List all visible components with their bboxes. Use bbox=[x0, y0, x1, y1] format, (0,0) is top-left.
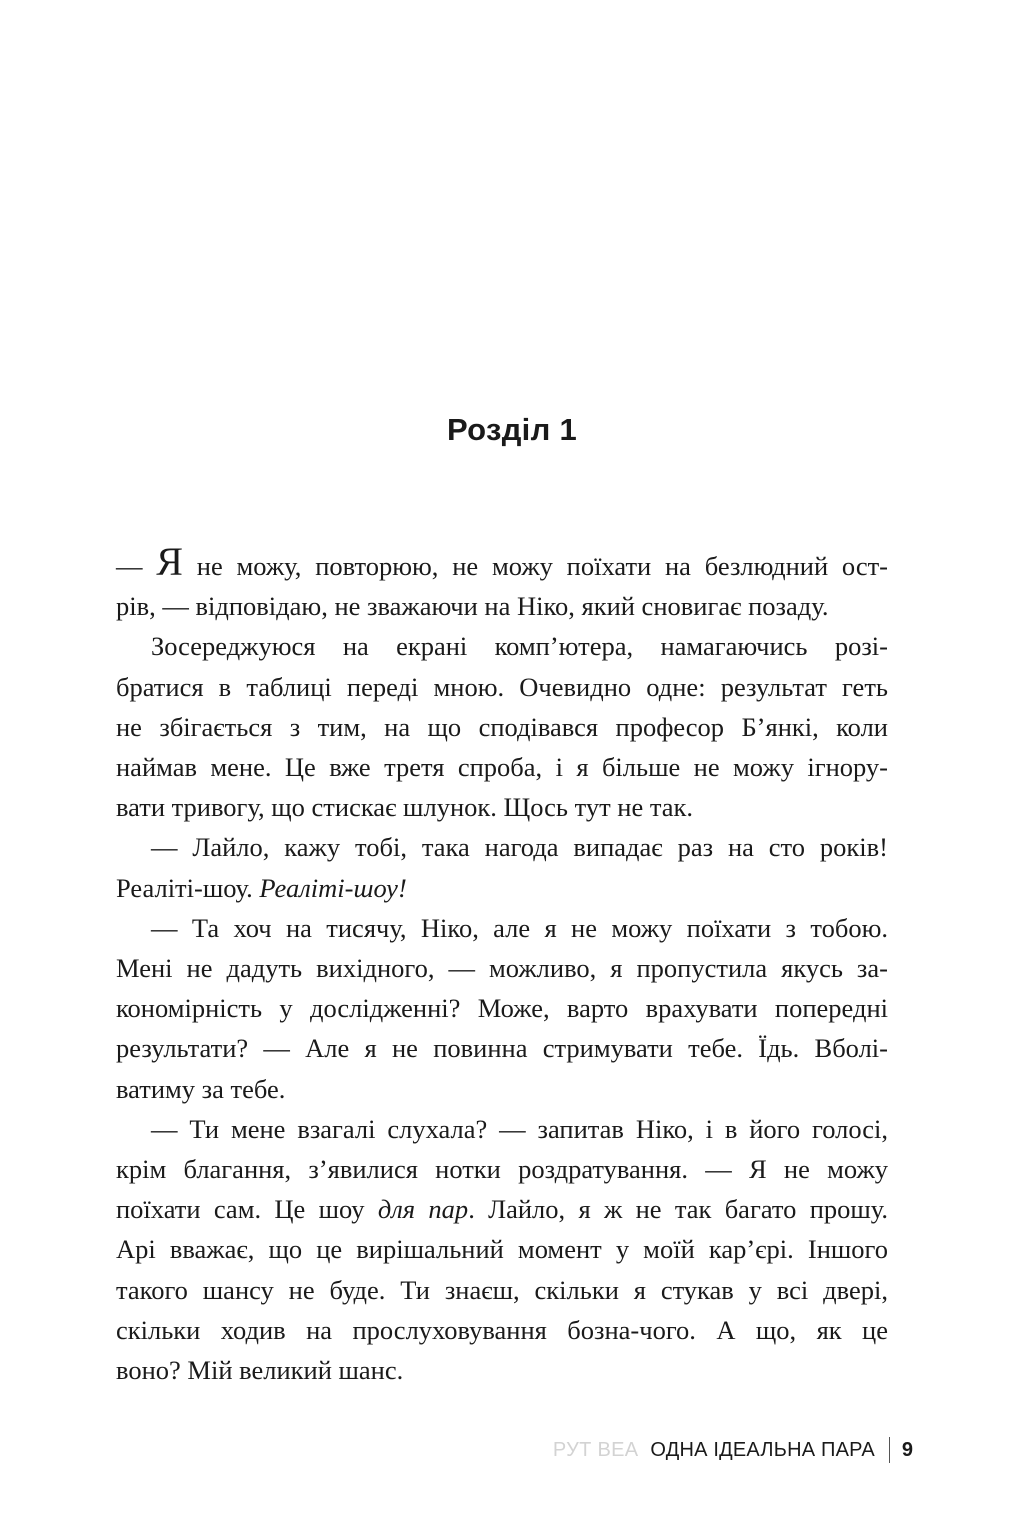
footer-book-title: ОДНА ІДЕАЛЬНА ПАРА bbox=[650, 1438, 875, 1461]
text-line-18: Арі вважає, що це вирішальний момент у моїй кар’єрі. Іншого bbox=[116, 1234, 888, 1265]
text-line-6: наймав мене. Це вже третя спроба, і я більше не можу ігнору- bbox=[116, 752, 888, 783]
text-line-21: воно? Мій великий шанс. bbox=[116, 1355, 404, 1386]
line-text: поїхати сам. Це шоу bbox=[116, 1194, 378, 1225]
line-text: не можу, повторюю, не можу поїхати на безлюдний ост- bbox=[196, 551, 888, 581]
text-line-8: — Лайло, кажу тобі, така нагода випадає раз на сто років! bbox=[151, 832, 888, 863]
text-line-9 bbox=[116, 868, 888, 908]
footer-divider bbox=[889, 1437, 890, 1463]
chapter-title: Розділ 1 bbox=[446, 412, 578, 447]
text-line-17 bbox=[116, 1189, 888, 1229]
text-line-20: скільки ходив на прослуховування бозна-чого. А що, як це bbox=[116, 1314, 888, 1345]
text-line-16: крім благання, з’явилися нотки роздратування. — Я не можу bbox=[116, 1154, 888, 1185]
opening-dash: — bbox=[116, 551, 143, 581]
text-line-5: не збігається з тим, на що сподівався професор Б’янкі, коли bbox=[116, 711, 888, 742]
text-line-2: рів, — відповідаю, не зважаючи на Ніко, який сновигає позаду. bbox=[116, 591, 829, 622]
text-line-13: результати? — Але я не повинна стримувати тебе. Їдь. Вболі- bbox=[116, 1033, 888, 1064]
text-line-12: кономірність у дослідженні? Може, варто врахувати попередні bbox=[116, 993, 888, 1024]
italic-text: для пар bbox=[377, 1194, 469, 1225]
text-line-19: такого шансу не буде. Ти знаєш, скільки я стукав у всі двері, bbox=[116, 1274, 888, 1305]
chapter-text bbox=[116, 539, 888, 1390]
page-footer bbox=[553, 1437, 913, 1463]
drop-cap: Я bbox=[156, 539, 183, 584]
text-line-15: — Ти мене взагалі слухала? — запитав Ніко, і в його голосі, bbox=[151, 1113, 888, 1144]
text-line-14: ватиму за тебе. bbox=[116, 1073, 286, 1104]
text-line-3: Зосереджуюся на екрані комп’ютера, намагаючись розі- bbox=[151, 631, 888, 662]
text-line-11: Мені не дадуть вихідного, — можливо, я пропустила якусь за- bbox=[116, 953, 888, 984]
text-line-1 bbox=[116, 539, 888, 586]
footer-author: РУТ ВЕА bbox=[552, 1438, 639, 1461]
text-line-10: — Та хоч на тисячу, Ніко, але я не можу поїхати з тобою. bbox=[151, 912, 888, 943]
line-text: Реаліті-шоу. bbox=[116, 872, 260, 903]
text-line-4: братися в таблиці переді мною. Очевидно одне: результат геть bbox=[116, 671, 888, 702]
italic-text: Реаліті-шоу! bbox=[259, 872, 407, 903]
line-text: . Лайло, я ж не так багато прошу. bbox=[468, 1194, 888, 1225]
page-number: 9 bbox=[901, 1438, 913, 1461]
text-line-7: вати тривогу, що стискає шлунок. Щось тут не так. bbox=[116, 792, 694, 823]
